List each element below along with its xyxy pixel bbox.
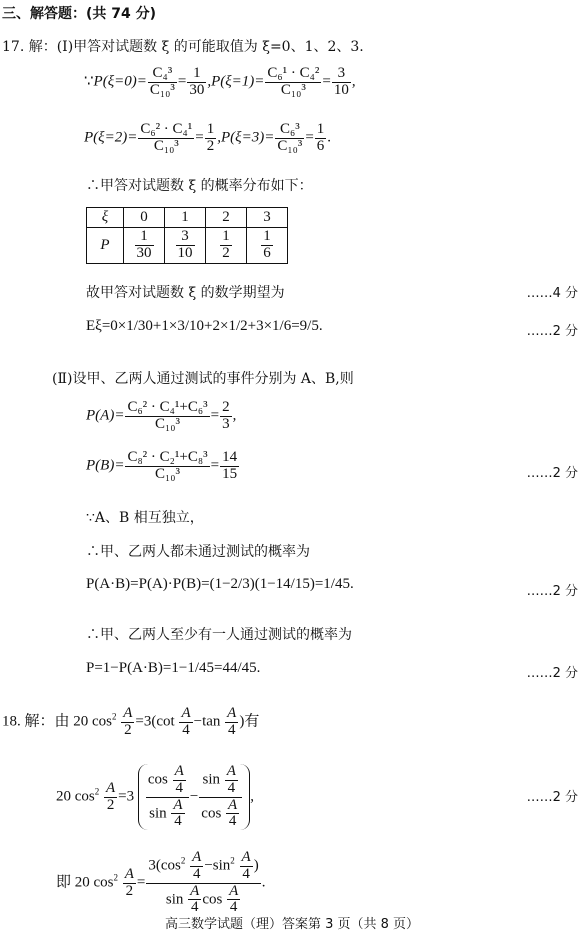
- table-cell: ξ: [87, 208, 124, 228]
- p1-value-frac: $\frac{3}{10}$: [333, 65, 349, 98]
- table-cell: $\frac{1}{6}$: [247, 228, 288, 264]
- p2-lhs: P(ξ=2)=: [84, 129, 138, 146]
- p0-lhs: P(ξ=0)=: [93, 73, 147, 90]
- p2-comb-frac: $\frac{\text{C₆² · C₄¹}}{\text{C₁₀³}}$: [140, 121, 193, 154]
- table-cell: 2: [206, 208, 247, 228]
- score-mark: ……2 分: [526, 466, 578, 481]
- dist-intro: ∴甲答对试题数 ξ 的概率分布如下：: [86, 178, 313, 194]
- table-cell: $\frac{3}{10}$: [165, 228, 206, 264]
- because-symbol: ∵: [84, 73, 94, 90]
- table-cell: $\frac{1}{30}$: [124, 228, 165, 264]
- atleast-intro: ∴甲、乙两人至少有一人通过测试的概率为: [86, 627, 352, 643]
- q17-intro: 17. 解：(Ⅰ)甲答对试题数 ξ 的可能取值为 ξ=0、1、2、3.: [2, 39, 364, 55]
- q18-equation-2: 20 $\cos^2$ $\frac{A}{2}$ =3 cos $\frac{A}{4}$ sin $\frac{A}{4}$ − sin $\frac{A}{4}$ cos $\frac{A}{4}$ ,: [56, 763, 254, 830]
- score-mark: ……2 分: [526, 790, 578, 805]
- score-mark: ……2 分: [526, 666, 578, 681]
- score-mark: ……4 分: [526, 286, 578, 301]
- part2-intro: (Ⅱ)设甲、乙两人通过测试的事件分别为 A、B,则: [52, 371, 354, 387]
- pa-comb-frac: $\frac{\text{C₆² · C₄¹+C₆³}}{\text{C₁₀³}}$: [127, 399, 208, 432]
- pa-value-frac: $\frac{2}{3}$: [222, 399, 230, 432]
- p3-comb-frac: $\frac{\text{C₆³}}{\text{C₁₀³}}$: [277, 121, 303, 154]
- section-heading: 三、解答题：(共 74 分): [2, 6, 157, 22]
- table-cell: 3: [247, 208, 288, 228]
- table-row: [87, 208, 288, 228]
- p3-lhs: ,P(ξ=3)=: [217, 129, 275, 146]
- p0-comb-frac: $\frac{\text{C₄³}}{\text{C₁₀³}}$: [149, 65, 175, 98]
- q17-prob-line-2: P(ξ=2)= $\frac{\text{C₆² · C₄¹}}{\text{C₁₀³}}$ = $\frac{1}{2}$ ,P(ξ=3)= $\frac{\text{C₆³}}{\text{C₁₀³}}$ = $\frac{1}{6}$ .: [84, 121, 332, 154]
- pb-equation: P(B)= $\frac{\text{C₈² · C₂¹+C₈³}}{\text{C₁₀³}}$ = $\frac{14}{15}$: [86, 449, 238, 482]
- q18-intro: 18. 解：由 20 $\cos^2$ $\frac{A}{2}$ =3(cot $\frac{A}{4}$ −tan $\frac{A}{4}$ )有: [2, 705, 260, 738]
- table-cell: 0: [124, 208, 165, 228]
- table-cell: 1: [165, 208, 206, 228]
- score-mark: ……2 分: [526, 584, 578, 599]
- page-footer: 高三数学试题（理）答案第 3 页（共 8 页）: [164, 917, 420, 932]
- distribution-table: [86, 207, 288, 264]
- neither-equation: P(A·B)=P(A)·P(B)=(1−2/3)(1−14/15)=1/45.: [86, 576, 354, 592]
- score-mark: ……2 分: [526, 324, 578, 339]
- neither-intro: ∴甲、乙两人都未通过测试的概率为: [86, 544, 310, 560]
- p3-value-frac: $\frac{1}{6}$: [316, 121, 325, 154]
- atleast-equation: P=1−P(A·B)=1−1/45=44/45.: [86, 660, 261, 676]
- big-paren: cos $\frac{A}{4}$ sin $\frac{A}{4}$ − sin $\frac{A}{4}$ cos $\frac{A}{4}$: [138, 764, 250, 830]
- pb-comb-frac: $\frac{\text{C₈² · C₂¹+C₈³}}{\text{C₁₀³}}$: [127, 449, 208, 482]
- p2-value-frac: $\frac{1}{2}$: [206, 121, 215, 154]
- p1-comb-frac: $\frac{\text{C₆¹ · C₄²}}{\text{C₁₀³}}$: [267, 65, 320, 98]
- q17-prob-line-1: ∵P(ξ=0)= $\frac{\text{C₄³}}{\text{C₁₀³}}$ = $\frac{1}{30}$ ,P(ξ=1)= $\frac{\text{C₆¹ · C₄²}}{\text{C₁₀³}}$ = $\frac{3}{10}$ ,: [84, 65, 356, 98]
- expect-intro: 故甲答对试题数 ξ 的数学期望为: [86, 285, 285, 301]
- p0-value-frac: $\frac{1}{30}$: [189, 65, 205, 98]
- p1-lhs: ,P(ξ=1)=: [207, 73, 265, 90]
- q18-equation-3: 即 20 $\cos^2$ $\frac{A}{2}$ = $3(\cos^2$ $\frac{A}{4}$ $-\sin^2$ $\frac{A}{4}$ ) sin $\frac{A}{4}$ cos $\frac{A}{4}$ .: [56, 849, 266, 916]
- table-cell: $\frac{1}{2}$: [206, 228, 247, 264]
- expect-equation: Eξ=0×1/30+1×3/10+2×1/2+3×1/6=9/5.: [86, 318, 323, 334]
- table-cell: P: [87, 228, 124, 264]
- independence-note: ∵A、B 相互独立，: [86, 510, 204, 526]
- pa-equation: P(A)= $\frac{\text{C₆² · C₄¹+C₆³}}{\text{C₁₀³}}$ = $\frac{2}{3}$ ,: [86, 399, 237, 432]
- pb-value-frac: $\frac{14}{15}$: [222, 449, 238, 482]
- table-row: [87, 228, 288, 264]
